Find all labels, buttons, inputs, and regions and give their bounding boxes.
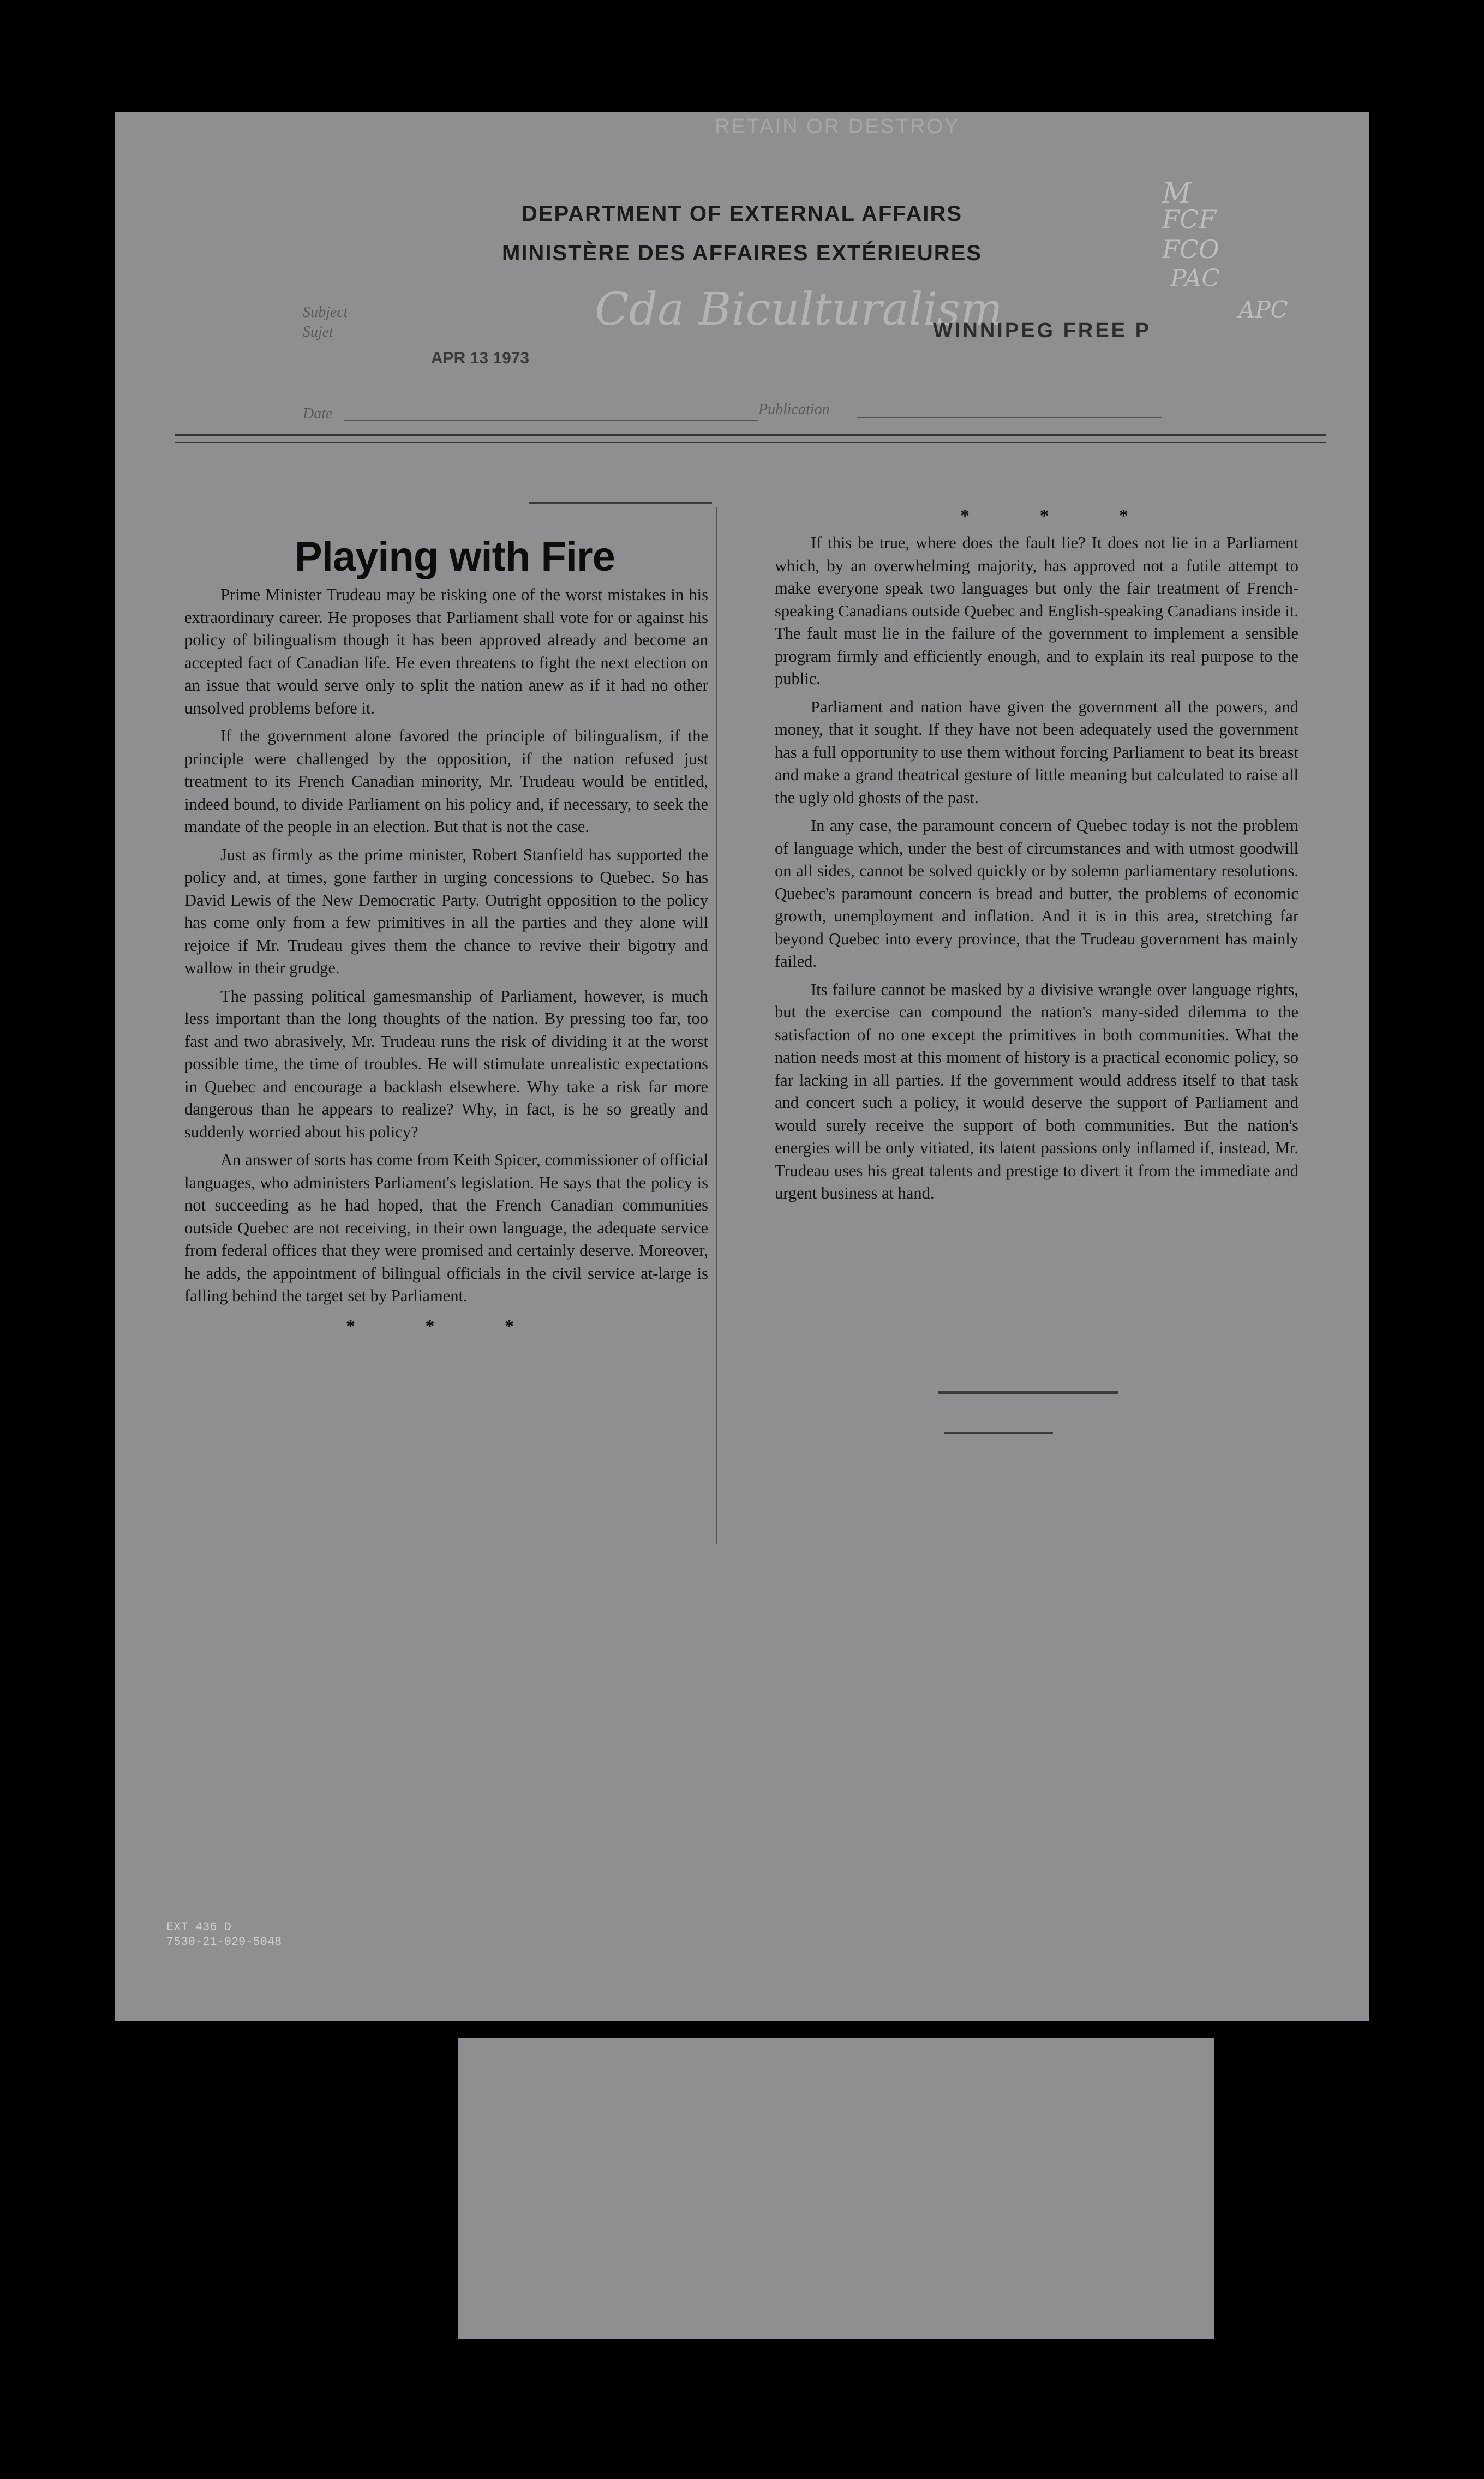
department-title-fr: MINISTÈRE DES AFFAIRES EXTÉRIEURES <box>502 241 982 265</box>
date-dotted-line <box>344 420 758 421</box>
date-stamp: APR 13 1973 <box>431 349 530 367</box>
right-column-top-separator: * * * <box>960 506 1161 526</box>
blank-index-card <box>458 2038 1214 2339</box>
header-divider-2 <box>175 442 1326 443</box>
article-paragraph: Its failure cannot be masked by a divisive wrangle over language rights, but the exercise can compound the nation's many-sided dilemma to the satisfaction of no one except the primitives in both communities. What the nation needs most at this moment of history is a practical economic policy, so far lacking in all parties. If the government would address itself to that task and concert such a policy, it would deserve the support of Parliament and would surely receive the support of both communities. But the nation's energies will be only vitiated, its latent passions only inflamed if, instead, Mr. Trudeau uses his great talents and prestige to divert it from the immediate and urgent business at hand. <box>775 980 1298 1202</box>
publication-stamp: WINNIPEG FREE P <box>933 319 1151 342</box>
article-paragraph: Prime Minister Trudeau may be risking one of the worst mistakes in his extraordinary career. He proposes that Parliament shall vote for or against his policy of bilingualism though it has been approved already and become an accepted fact of Canadian life. He even threatens to fight the next election on an issue that would serve only to split the nation anew as if it had no other unsolved problems before it. <box>184 585 708 717</box>
article-paragraph: If the government alone favored the principle of bilingualism, if the principle were challenged by the opposition, if the nation refused just treatment to its French Canadian minority, Mr. Trudeau would be entitled, indeed bound, to divide Parliament on his policy and, if necessary, to seek the mandate of the people in an election. But that is not the case. <box>184 727 708 836</box>
publication-dotted-line <box>857 417 1162 418</box>
subject-handwritten: Cda Biculturalism <box>595 284 1003 336</box>
article-end-rule <box>938 1391 1118 1394</box>
margin-note-m: M <box>1162 177 1192 210</box>
article-left-column <box>184 584 708 1338</box>
column-divider <box>716 507 717 1544</box>
margin-note-fco: FCO <box>1162 235 1219 264</box>
publication-label: Publication <box>758 401 830 418</box>
margin-note-pac: PAC <box>1170 265 1220 292</box>
clipping-form-sheet <box>115 112 1369 2021</box>
date-label: Date <box>303 405 333 422</box>
form-number-2: 7530-21-029-5048 <box>166 1935 282 1949</box>
article-headline: Playing with Fire <box>295 534 615 580</box>
margin-note-fcf: FCF <box>1162 205 1217 234</box>
article-end-rule-2 <box>944 1432 1053 1434</box>
article-paragraph: The passing political gamesmanship of Parliament, however, is much less important than the long thoughts of the nation. By pressing too far, too fast and two abrasively, Mr. Trudeau runs the risk of dividing it at the worst possible time, the time of troubles. He will stimulate unrealistic expectations in Quebec and encourage a backlash elsewhere. Why take a risk far more dangerous than he appears to realize? Why, in fact, is he so greatly and suddenly worried about his policy? <box>184 986 708 1141</box>
left-column-top-rule <box>529 502 712 504</box>
left-column-separator: * * * <box>346 1316 547 1337</box>
retain-or-destroy-text: RETAIN OR DESTROY <box>715 115 960 138</box>
article-paragraph: Parliament and nation have given the government all the powers, and money, that it sought. If they have not been adequately used the government has a full opportunity to use them without forcing Parliament to beat its breast and make a grand theatrical gesture of little meaning but calculated to raise all the ugly old ghosts of the past. <box>775 697 1298 807</box>
article-paragraph: An answer of sorts has come from Keith Spicer, commissioner of official languages, who administers Parliament's legislation. He says that the policy is not succeeding as he had hoped, that the French Canadian communities outside Quebec are not receiving, in their own language, the adequate service from federal offices that they were promised and certainly deserve. Moreover, he adds, the appointment of bilingual officials in the civil service at-large is falling behind the target set by Parliament. <box>184 1151 708 1305</box>
sujet-label: Sujet <box>303 324 333 340</box>
department-title-en: DEPARTMENT OF EXTERNAL AFFAIRS <box>521 202 963 226</box>
article-paragraph: Just as firmly as the prime minister, Robert Stanfield has supported the policy and, at times, gone farther in urging concessions to Quebec. So has David Lewis of the New Democratic Party. Outright opposition to the policy has come only from a few primitives in all the parties and they alone will rejoice if Mr. Trudeau gives them the chance to revive their bigotry and wallow in their grudge. <box>184 845 708 977</box>
article-paragraph: In any case, the paramount concern of Quebec today is not the problem of language which, under the best of circumstances and with utmost goodwill on all sides, cannot be solved quickly or by solemn parliamentary resolutions. Quebec's paramount concern is bread and butter, the problems of economic growth, unemployment and inflation. And it is in this area, stretching far beyond Quebec into every province, that the Trudeau government has mainly failed. <box>775 816 1298 971</box>
header-divider-1 <box>175 434 1326 436</box>
margin-note-apc: APC <box>1238 296 1288 323</box>
form-number-1: EXT 436 D <box>166 1920 231 1934</box>
article-right-column <box>775 532 1298 1211</box>
article-paragraph: If this be true, where does the fault lie? It does not lie in a Parliament which, by an overwhelming majority, has approved not a futile attempt to make everyone speak two languages but only the fair treatment of French-speaking Canadians outside Quebec and English-speaking Canadians inside it. The fault must lie in the failure of the government to implement a sensible program firmly and efficiently enough, and to explain its real purpose to the public. <box>775 534 1298 688</box>
subject-label: Subject <box>303 304 348 321</box>
